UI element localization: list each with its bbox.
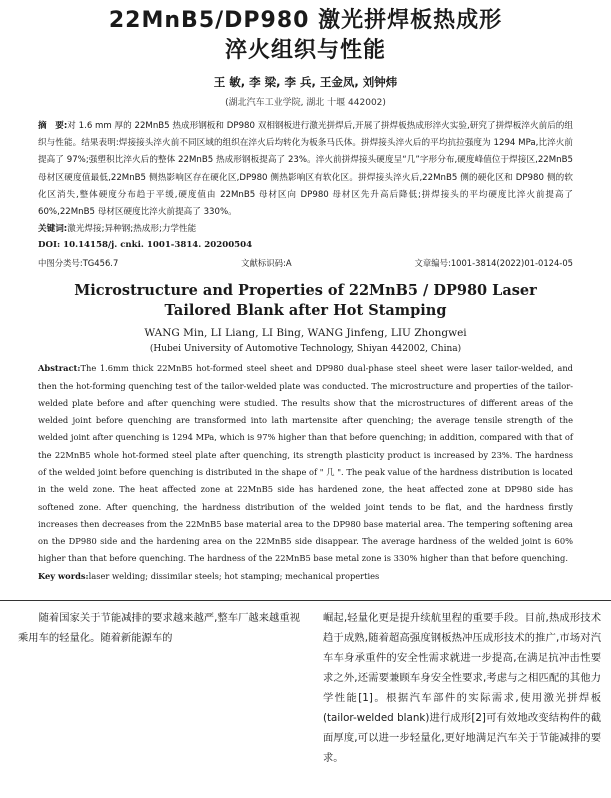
- chinese-keywords-label: 关键词:: [38, 224, 68, 235]
- chinese-title: [0, 6, 611, 66]
- clc-number: 中图分类号:TG456.7: [38, 258, 119, 269]
- english-keywords: [38, 568, 573, 584]
- english-affiliation: (Hubei University of Automotive Technology, Shiyan 442002, China): [149, 344, 462, 355]
- english-abstract-text: The 1.6mm thick 22MnB5 hot-formed steel sheet and DP980 dual-phase steel sheet were laser tailor-welded, and then the hot-forming quenching test of the tailor-welded plate was conducted. The microstructure and properties of the tailor-welded plate before and after quenching were studied. The results show that the microstructures of different areas of the welded joint before quenching are transformed into lath martensite after quenching; the average tensile strength of the welded joint after quenching is 1294 MPa, which is 97% higher than that before quenching; in addition, compared with that of the 22MnB5 whole hot-formed steel plate after quenching, its strength plasticity product is increased by 23%. The hardness of the welded joint before quenching is distributed in the shape of " 几 ". The peak value of the hardness distribution is located in the weld zone. The heat affected zone at 22MnB5 side has hardened zone, the heat affected zone at DP980 side has softened zone. After quenching, the hardness distribution of the welded joint tends to be flat, and the hardness firstly increases then decreases from the 22MnB5 base material area to the DP980 base material area. The tempering softening area on the DP980 side and the hardening area on the 22MnB5 side disappear. The average hardness of the welded joint is 60% higher than that before quenching. The hardness of the 22MnB5 base metal zone is 330% higher than that before quenching.: [38, 363, 573, 564]
- chinese-title-line-1: 22MnB5/DP980 激光拼焊板热成形: [108, 8, 503, 33]
- chinese-abstract: [38, 118, 573, 221]
- body-left-column: 随着国家关于节能减排的要求越来越严,整车厂越来越重视乘用车的轻量化。随着新能源车的: [18, 612, 300, 644]
- chinese-title-line-2: 淬火组织与性能: [224, 38, 386, 63]
- chinese-abstract-text: 对 1.6 mm 厚的 22MnB5 热成形钢板和 DP980 双相钢板进行激光拼焊后,开展了拼焊板热成形淬火实验,研究了拼焊板淬火前后的组织与性能。结果表明:焊接接头淬火前不同区域的组织在淬火后均转化为板条马氏体。拼焊接头淬火后的平均抗拉强度为 1294 MPa,比淬火前提高了 97%;强塑积比淬火后的整体 22MnB5 热成形钢板提高了 23%。淬火前拼焊接头硬度呈“几”字形分布,硬度峰值位于焊接区,22MnB5 母材区硬度值最低,22MnB5 侧热影响区存在硬化区,DP980 侧热影响区有软化区。拼焊接头淬火后,22MnB5 侧的硬化区和 DP980 侧的软化区消失,整体硬度分布趋于平缓,硬度值由 22MnB5 母材区向 DP980 母材区先升高后降低;拼焊接头的平均硬度比淬火前提高了 60%,22MnB5 母材区硬度比淬火前提高了 330%。: [38, 121, 574, 218]
- chinese-abstract-label: 摘 要:: [38, 121, 68, 131]
- document-code: 文献标识码:A: [241, 258, 292, 269]
- english-authors: WANG Min, LI Liang, LI Bing, WANG Jinfeng, LIU Zhongwei: [144, 327, 467, 340]
- body-columns: [0, 608, 611, 768]
- english-abstract: [38, 360, 573, 568]
- classification-row: [38, 255, 573, 271]
- english-keywords-text: laser welding; dissimilar steels; hot stamping; mechanical properties: [88, 570, 380, 581]
- article-number: 文章编号:1001-3814(2022)01-0124-05: [414, 258, 573, 269]
- chinese-affiliation: (湖北汽车工业学院, 湖北 十堰 442002): [225, 98, 386, 108]
- chinese-keywords: [38, 221, 573, 237]
- body-right-column: 崛起,轻量化更是提升续航里程的重要手段。目前,热成形技术趋于成熟,随着超高强度钢板热冲压成形技术的推广,市场对汽车车身承重件的安全性需求就进一步提高,在满足抗冲击性要求之外,还需要兼顾车身安全性要求,考虑与之相匹配的其他力学性能[1]。根据汽车部件的实际需求,使用激光拼焊板(tailor-welded blank)进行成形[2]可有效地改变结构件的截面厚度,可以进一步轻量化,更好地满足汽车关于节能减排的要求。: [323, 612, 601, 764]
- english-title: Microstructure and Properties of 22MnB5 / DP980 Laser Tailored Blank after Hot Stamping: [74, 282, 537, 320]
- section-divider: [0, 600, 611, 601]
- doi: DOI: 10.14158/j. cnki. 1001-3814. 20200504: [38, 240, 253, 251]
- english-keywords-label: Key words:: [38, 570, 89, 581]
- chinese-authors: 王 敏, 李 梁, 李 兵, 王金凤, 刘钟炜: [213, 75, 398, 89]
- chinese-keywords-text: 激光焊接;异种钢;热成形;力学性能: [67, 224, 197, 235]
- english-abstract-label: Abstract:: [38, 363, 81, 374]
